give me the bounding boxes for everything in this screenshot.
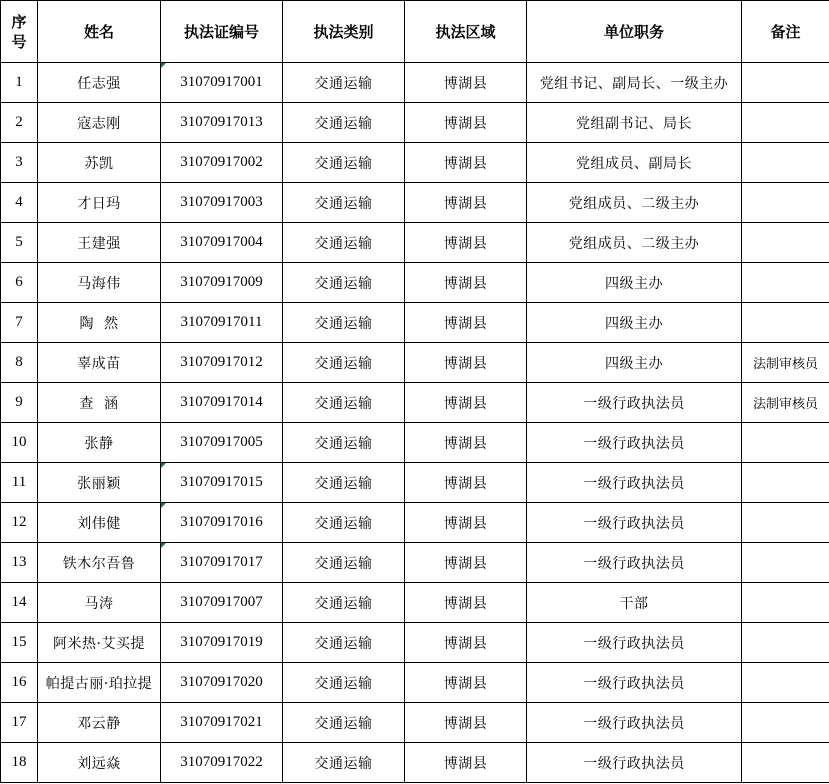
cell-name: 铁木尔吾鲁 bbox=[38, 543, 161, 583]
cell-position: 党组成员、二级主办 bbox=[527, 183, 742, 223]
cell-cert-number: 31070917007 bbox=[161, 583, 283, 623]
header-cert-number: 执法证编号 bbox=[161, 1, 283, 63]
cell-remark: 法制审核员 bbox=[742, 343, 829, 383]
cell-position: 一级行政执法员 bbox=[527, 623, 742, 663]
cell-category: 交通运输 bbox=[283, 503, 405, 543]
cell-region: 博湖县 bbox=[405, 343, 527, 383]
cell-position: 一级行政执法员 bbox=[527, 743, 742, 783]
table-row bbox=[1, 183, 829, 223]
cell-seq: 5 bbox=[1, 223, 38, 263]
cell-category: 交通运输 bbox=[283, 663, 405, 703]
cell-position: 一级行政执法员 bbox=[527, 703, 742, 743]
cell-name: 寇志刚 bbox=[38, 103, 161, 143]
cell-remark bbox=[742, 423, 829, 463]
cell-cert-number: 31070917003 bbox=[161, 183, 283, 223]
cell-seq: 2 bbox=[1, 103, 38, 143]
cell-name: 刘伟健 bbox=[38, 503, 161, 543]
cell-cert-number: 31070917021 bbox=[161, 703, 283, 743]
cell-name: 刘远焱 bbox=[38, 743, 161, 783]
cell-region: 博湖县 bbox=[405, 263, 527, 303]
cell-region: 博湖县 bbox=[405, 583, 527, 623]
cell-region: 博湖县 bbox=[405, 663, 527, 703]
cell-remark bbox=[742, 663, 829, 703]
cell-seq: 18 bbox=[1, 743, 38, 783]
header-remark: 备注 bbox=[742, 1, 829, 63]
cell-region: 博湖县 bbox=[405, 423, 527, 463]
cell-cert-number: 31070917013 bbox=[161, 103, 283, 143]
cell-remark bbox=[742, 623, 829, 663]
cell-name: 马涛 bbox=[38, 583, 161, 623]
cell-name: 才日玛 bbox=[38, 183, 161, 223]
header-region: 执法区域 bbox=[405, 1, 527, 63]
cell-region: 博湖县 bbox=[405, 463, 527, 503]
cell-seq: 6 bbox=[1, 263, 38, 303]
cell-remark bbox=[742, 143, 829, 183]
cell-remark bbox=[742, 263, 829, 303]
cell-remark bbox=[742, 743, 829, 783]
cell-remark bbox=[742, 303, 829, 343]
cell-region: 博湖县 bbox=[405, 103, 527, 143]
cell-cert-number: 31070917001 bbox=[161, 63, 283, 103]
cell-region: 博湖县 bbox=[405, 383, 527, 423]
table-row bbox=[1, 463, 829, 503]
cell-cert-number: 31070917012 bbox=[161, 343, 283, 383]
table-row bbox=[1, 663, 829, 703]
cell-remark bbox=[742, 543, 829, 583]
cell-cert-number: 31070917002 bbox=[161, 143, 283, 183]
cell-remark bbox=[742, 503, 829, 543]
cell-position: 一级行政执法员 bbox=[527, 663, 742, 703]
cell-remark bbox=[742, 463, 829, 503]
cell-position: 一级行政执法员 bbox=[527, 503, 742, 543]
cell-cert-number: 31070917015 bbox=[161, 463, 283, 503]
cell-cert-number: 31070917005 bbox=[161, 423, 283, 463]
cell-position: 党组成员、二级主办 bbox=[527, 223, 742, 263]
table-row bbox=[1, 343, 829, 383]
cell-name: 马海伟 bbox=[38, 263, 161, 303]
cell-name: 邓云静 bbox=[38, 703, 161, 743]
cell-name: 查 涵 bbox=[38, 383, 161, 423]
header-position: 单位职务 bbox=[527, 1, 742, 63]
cell-remark bbox=[742, 223, 829, 263]
table-row bbox=[1, 223, 829, 263]
cell-cert-number: 31070917011 bbox=[161, 303, 283, 343]
cell-remark bbox=[742, 183, 829, 223]
cell-category: 交通运输 bbox=[283, 583, 405, 623]
cell-name: 陶 然 bbox=[38, 303, 161, 343]
cell-category: 交通运输 bbox=[283, 743, 405, 783]
cell-seq: 14 bbox=[1, 583, 38, 623]
cell-seq: 3 bbox=[1, 143, 38, 183]
table-row bbox=[1, 543, 829, 583]
cell-remark: 法制审核员 bbox=[742, 383, 829, 423]
cell-cert-number: 31070917004 bbox=[161, 223, 283, 263]
cell-cert-number: 31070917019 bbox=[161, 623, 283, 663]
table-row bbox=[1, 263, 829, 303]
cell-seq: 7 bbox=[1, 303, 38, 343]
cell-seq: 12 bbox=[1, 503, 38, 543]
table-row bbox=[1, 583, 829, 623]
cell-cert-number: 31070917020 bbox=[161, 663, 283, 703]
cell-region: 博湖县 bbox=[405, 543, 527, 583]
cell-name: 张静 bbox=[38, 423, 161, 463]
cell-category: 交通运输 bbox=[283, 383, 405, 423]
cell-position: 一级行政执法员 bbox=[527, 543, 742, 583]
cell-category: 交通运输 bbox=[283, 303, 405, 343]
cell-seq: 11 bbox=[1, 463, 38, 503]
cell-remark bbox=[742, 703, 829, 743]
cell-position: 一级行政执法员 bbox=[527, 463, 742, 503]
cell-name: 张丽颖 bbox=[38, 463, 161, 503]
header-name: 姓名 bbox=[38, 1, 161, 63]
cell-position: 干部 bbox=[527, 583, 742, 623]
cell-category: 交通运输 bbox=[283, 623, 405, 663]
cell-remark bbox=[742, 63, 829, 103]
cell-cert-number: 31070917014 bbox=[161, 383, 283, 423]
cell-position: 四级主办 bbox=[527, 343, 742, 383]
roster-body bbox=[1, 63, 829, 783]
cell-category: 交通运输 bbox=[283, 263, 405, 303]
table-row bbox=[1, 743, 829, 783]
cell-category: 交通运输 bbox=[283, 343, 405, 383]
table-row bbox=[1, 303, 829, 343]
header-row bbox=[1, 1, 829, 63]
table-row bbox=[1, 503, 829, 543]
cell-seq: 17 bbox=[1, 703, 38, 743]
cell-name: 苏凯 bbox=[38, 143, 161, 183]
cell-category: 交通运输 bbox=[283, 543, 405, 583]
cell-seq: 4 bbox=[1, 183, 38, 223]
cell-seq: 13 bbox=[1, 543, 38, 583]
cell-category: 交通运输 bbox=[283, 423, 405, 463]
table-row bbox=[1, 383, 829, 423]
cell-position: 党组成员、副局长 bbox=[527, 143, 742, 183]
cell-position: 四级主办 bbox=[527, 303, 742, 343]
cell-name: 任志强 bbox=[38, 63, 161, 103]
cell-region: 博湖县 bbox=[405, 183, 527, 223]
cell-region: 博湖县 bbox=[405, 743, 527, 783]
cell-category: 交通运输 bbox=[283, 223, 405, 263]
cell-category: 交通运输 bbox=[283, 143, 405, 183]
cell-region: 博湖县 bbox=[405, 503, 527, 543]
cell-category: 交通运输 bbox=[283, 703, 405, 743]
cell-position: 党组书记、副局长、一级主办 bbox=[527, 63, 742, 103]
cell-category: 交通运输 bbox=[283, 63, 405, 103]
cell-position: 一级行政执法员 bbox=[527, 383, 742, 423]
cell-name: 帕提古丽·珀拉提 bbox=[38, 663, 161, 703]
table-row bbox=[1, 623, 829, 663]
cell-region: 博湖县 bbox=[405, 303, 527, 343]
cell-category: 交通运输 bbox=[283, 463, 405, 503]
cell-remark bbox=[742, 103, 829, 143]
cell-name: 阿米热·艾买提 bbox=[38, 623, 161, 663]
cell-region: 博湖县 bbox=[405, 223, 527, 263]
cell-position: 党组副书记、局长 bbox=[527, 103, 742, 143]
cell-cert-number: 31070917022 bbox=[161, 743, 283, 783]
table-row bbox=[1, 703, 829, 743]
cell-position: 一级行政执法员 bbox=[527, 423, 742, 463]
cell-seq: 10 bbox=[1, 423, 38, 463]
table-row bbox=[1, 423, 829, 463]
cell-name: 辜成苗 bbox=[38, 343, 161, 383]
cell-name: 王建强 bbox=[38, 223, 161, 263]
cell-seq: 15 bbox=[1, 623, 38, 663]
cell-category: 交通运输 bbox=[283, 183, 405, 223]
cell-remark bbox=[742, 583, 829, 623]
cell-seq: 1 bbox=[1, 63, 38, 103]
header-seq: 序 号 bbox=[1, 1, 38, 63]
cell-seq: 9 bbox=[1, 383, 38, 423]
cell-cert-number: 31070917009 bbox=[161, 263, 283, 303]
cell-category: 交通运输 bbox=[283, 103, 405, 143]
cell-cert-number: 31070917016 bbox=[161, 503, 283, 543]
cell-region: 博湖县 bbox=[405, 63, 527, 103]
cell-cert-number: 31070917017 bbox=[161, 543, 283, 583]
cell-region: 博湖县 bbox=[405, 143, 527, 183]
header-category: 执法类别 bbox=[283, 1, 405, 63]
table-row bbox=[1, 103, 829, 143]
table-row bbox=[1, 143, 829, 183]
cell-region: 博湖县 bbox=[405, 703, 527, 743]
cell-region: 博湖县 bbox=[405, 623, 527, 663]
cell-seq: 16 bbox=[1, 663, 38, 703]
cell-seq: 8 bbox=[1, 343, 38, 383]
table-row bbox=[1, 63, 829, 103]
cell-position: 四级主办 bbox=[527, 263, 742, 303]
